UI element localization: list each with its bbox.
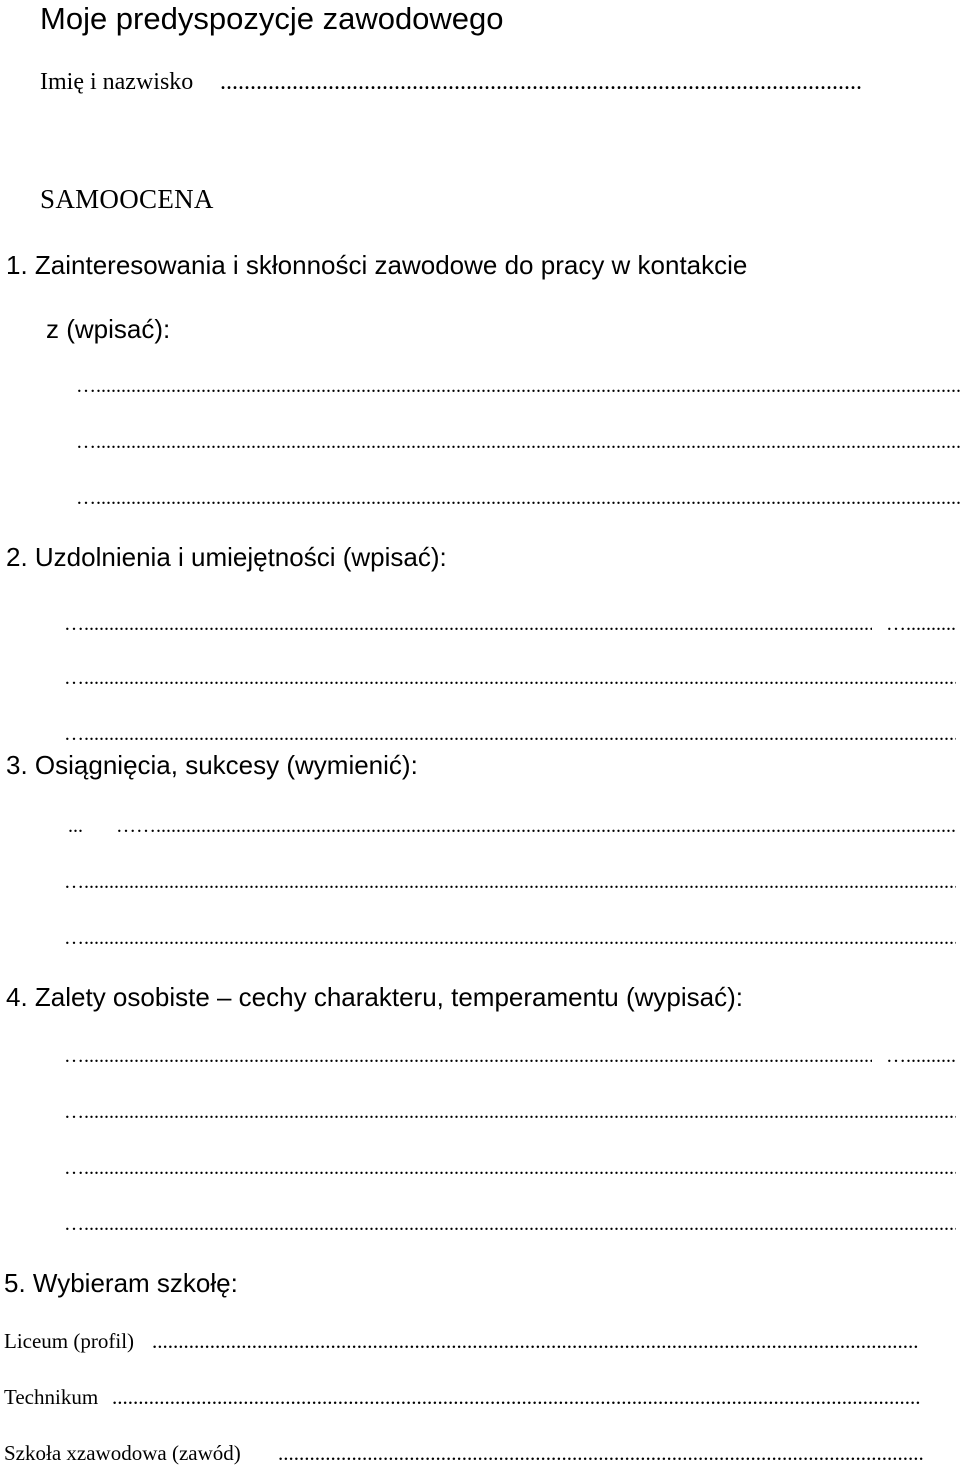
question-2-label: 2. Uzdolnienia i umiejętności (wpisać): bbox=[6, 542, 447, 572]
question-3-answer-line[interactable]: …… ..... bbox=[116, 816, 956, 836]
question-4-label: 4. Zalety osobiste – cechy charakteru, temperamentu (wypisać): bbox=[6, 982, 743, 1012]
question-4-answer-line[interactable]: … ..... bbox=[64, 1046, 872, 1066]
question-4-answer-line[interactable]: … ..... bbox=[64, 1102, 956, 1122]
school-option-technikum: Technikum bbox=[4, 1385, 99, 1409]
question-1-answer-line[interactable]: … ..... bbox=[76, 488, 960, 508]
question-1-line1: 1. Zainteresowania i skłonności zawodowe do pracy w kontakcie bbox=[6, 250, 748, 280]
question-4-answer-line[interactable]: … ..... bbox=[886, 1046, 956, 1066]
school-option-technikum-field[interactable] bbox=[112, 1387, 920, 1408]
question-3-answer-line[interactable] bbox=[68, 816, 82, 836]
question-2-answer-line[interactable]: … ..... bbox=[64, 724, 956, 744]
school-option-liceum-field[interactable] bbox=[152, 1331, 918, 1352]
question-4-answer-line[interactable]: … ..... bbox=[64, 1214, 956, 1234]
name-field[interactable] bbox=[220, 70, 863, 94]
question-1-answer-line[interactable]: … ..... bbox=[76, 376, 960, 396]
question-2-answer-line[interactable]: … ..... bbox=[886, 614, 956, 634]
school-option-zawodowa-field[interactable] bbox=[278, 1443, 924, 1464]
school-option-zawodowa: Szkoła xzawodowa (zawód) bbox=[4, 1441, 241, 1465]
question-3-label: 3. Osiągnięcia, sukcesy (wymienić): bbox=[6, 750, 418, 780]
question-2-answer-line[interactable]: … ..... bbox=[64, 668, 956, 688]
name-label: Imię i nazwisko bbox=[40, 69, 194, 95]
question-3-answer-line[interactable]: … ..... bbox=[64, 872, 956, 892]
question-4-answer-line[interactable]: … ..... bbox=[64, 1158, 956, 1178]
question-3-answer-line[interactable]: … ..... bbox=[64, 928, 956, 948]
section-heading: SAMOOCENA bbox=[40, 184, 214, 214]
school-option-liceum: Liceum (profil) bbox=[4, 1329, 135, 1353]
page-title: Moje predyspozycje zawodowego bbox=[40, 1, 504, 36]
question-2-answer-line[interactable]: … ..... bbox=[64, 614, 872, 634]
question-5-label: 5. Wybieram szkołę: bbox=[4, 1268, 238, 1298]
question-1-line2: z (wpisać): bbox=[46, 314, 171, 344]
question-1-answer-line[interactable]: … ..... bbox=[76, 432, 960, 452]
